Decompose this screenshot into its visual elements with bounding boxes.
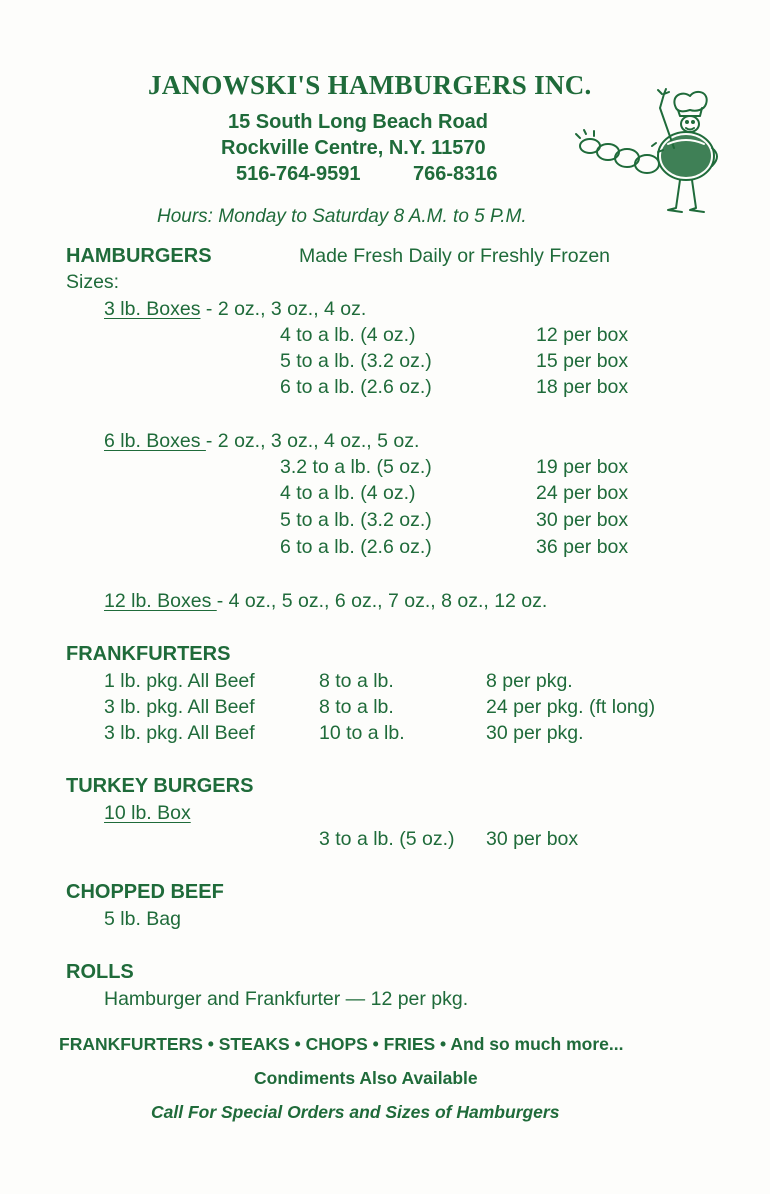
box3-row-2-desc: 5 to a lb. (3.2 oz.) (280, 350, 432, 372)
phone-2: 766-8316 (413, 163, 498, 185)
company-name: JANOWSKI'S HAMBURGERS INC. (148, 70, 592, 100)
rolls-heading: ROLLS (66, 961, 134, 983)
box6-row-3-desc: 5 to a lb. (3.2 oz.) (280, 509, 432, 531)
sizes-label: Sizes: (66, 271, 120, 293)
business-hours: Hours: Monday to Saturday 8 A.M. to 5 P.M. (157, 206, 527, 227)
rolls-item: Hamburger and Frankfurter — 12 per pkg. (104, 988, 469, 1010)
box3-row-3-count: 18 per box (536, 376, 629, 398)
street-address: 15 South Long Beach Road (228, 111, 489, 133)
box3-sizes: - 2 oz., 3 oz., 4 oz. (200, 298, 367, 320)
chopped-beef-heading: CHOPPED BEEF (66, 881, 224, 903)
box12-sizes: - 4 oz., 5 oz., 6 oz., 7 oz., 8 oz., 12 oz. (216, 590, 548, 612)
box12-label: 12 lb. Boxes (104, 590, 217, 612)
box6-label: 6 lb. Boxes (104, 430, 206, 452)
footer-special-orders: Call For Special Orders and Sizes of Hamburgers (151, 1102, 560, 1122)
frank-row-3-pkg: 3 lb. pkg. All Beef (104, 722, 255, 744)
frank-row-2-pkg: 3 lb. pkg. All Beef (104, 696, 255, 718)
box3-line (104, 298, 366, 321)
hamburgers-tagline: Made Fresh Daily or Freshly Frozen (299, 245, 611, 267)
box3-row-3-desc: 6 to a lb. (2.6 oz.) (280, 376, 432, 398)
phone-1: 516-764-9591 (236, 163, 361, 185)
turkey-heading: TURKEY BURGERS (66, 775, 254, 797)
city-address: Rockville Centre, N.Y. 11570 (221, 137, 486, 159)
chopped-beef-item: 5 lb. Bag (104, 908, 181, 930)
box6-row-4-count: 36 per box (536, 536, 629, 558)
turkey-count: 30 per box (486, 828, 579, 850)
frank-row-2-ratio: 8 to a lb. (319, 696, 394, 718)
footer-condiments: Condiments Also Available (254, 1068, 478, 1088)
hamburgers-heading: HAMBURGERS (66, 245, 212, 267)
frankfurters-heading: FRANKFURTERS (66, 643, 231, 665)
box3-row-2-count: 15 per box (536, 350, 629, 372)
frank-row-3-count: 30 per pkg. (486, 722, 584, 744)
frank-row-2-count: 24 per pkg. (ft long) (486, 696, 656, 718)
box6-row-1-count: 19 per box (536, 456, 629, 478)
box6-sizes: - 2 oz., 3 oz., 4 oz., 5 oz. (205, 430, 420, 452)
box6-line (104, 430, 419, 453)
turkey-ratio: 3 to a lb. (5 oz.) (319, 828, 455, 850)
box6-row-3-count: 30 per box (536, 509, 629, 531)
chef-hamburger-mascot-icon (572, 86, 722, 222)
frank-row-3-ratio: 10 to a lb. (319, 722, 405, 744)
frank-row-1-count: 8 per pkg. (486, 670, 573, 692)
footer-products: FRANKFURTERS • STEAKS • CHOPS • FRIES • And so much more... (59, 1034, 624, 1054)
box6-row-2-desc: 4 to a lb. (4 oz.) (280, 482, 416, 504)
box6-row-2-count: 24 per box (536, 482, 629, 504)
box12-line (104, 590, 547, 613)
box6-row-1-desc: 3.2 to a lb. (5 oz.) (280, 456, 432, 478)
frank-row-1-pkg: 1 lb. pkg. All Beef (104, 670, 255, 692)
box3-row-1-desc: 4 to a lb. (4 oz.) (280, 324, 416, 346)
frank-row-1-ratio: 8 to a lb. (319, 670, 394, 692)
box3-label: 3 lb. Boxes (104, 298, 201, 320)
box3-row-1-count: 12 per box (536, 324, 629, 346)
box6-row-4-desc: 6 to a lb. (2.6 oz.) (280, 536, 432, 558)
turkey-box-label: 10 lb. Box (104, 802, 191, 824)
